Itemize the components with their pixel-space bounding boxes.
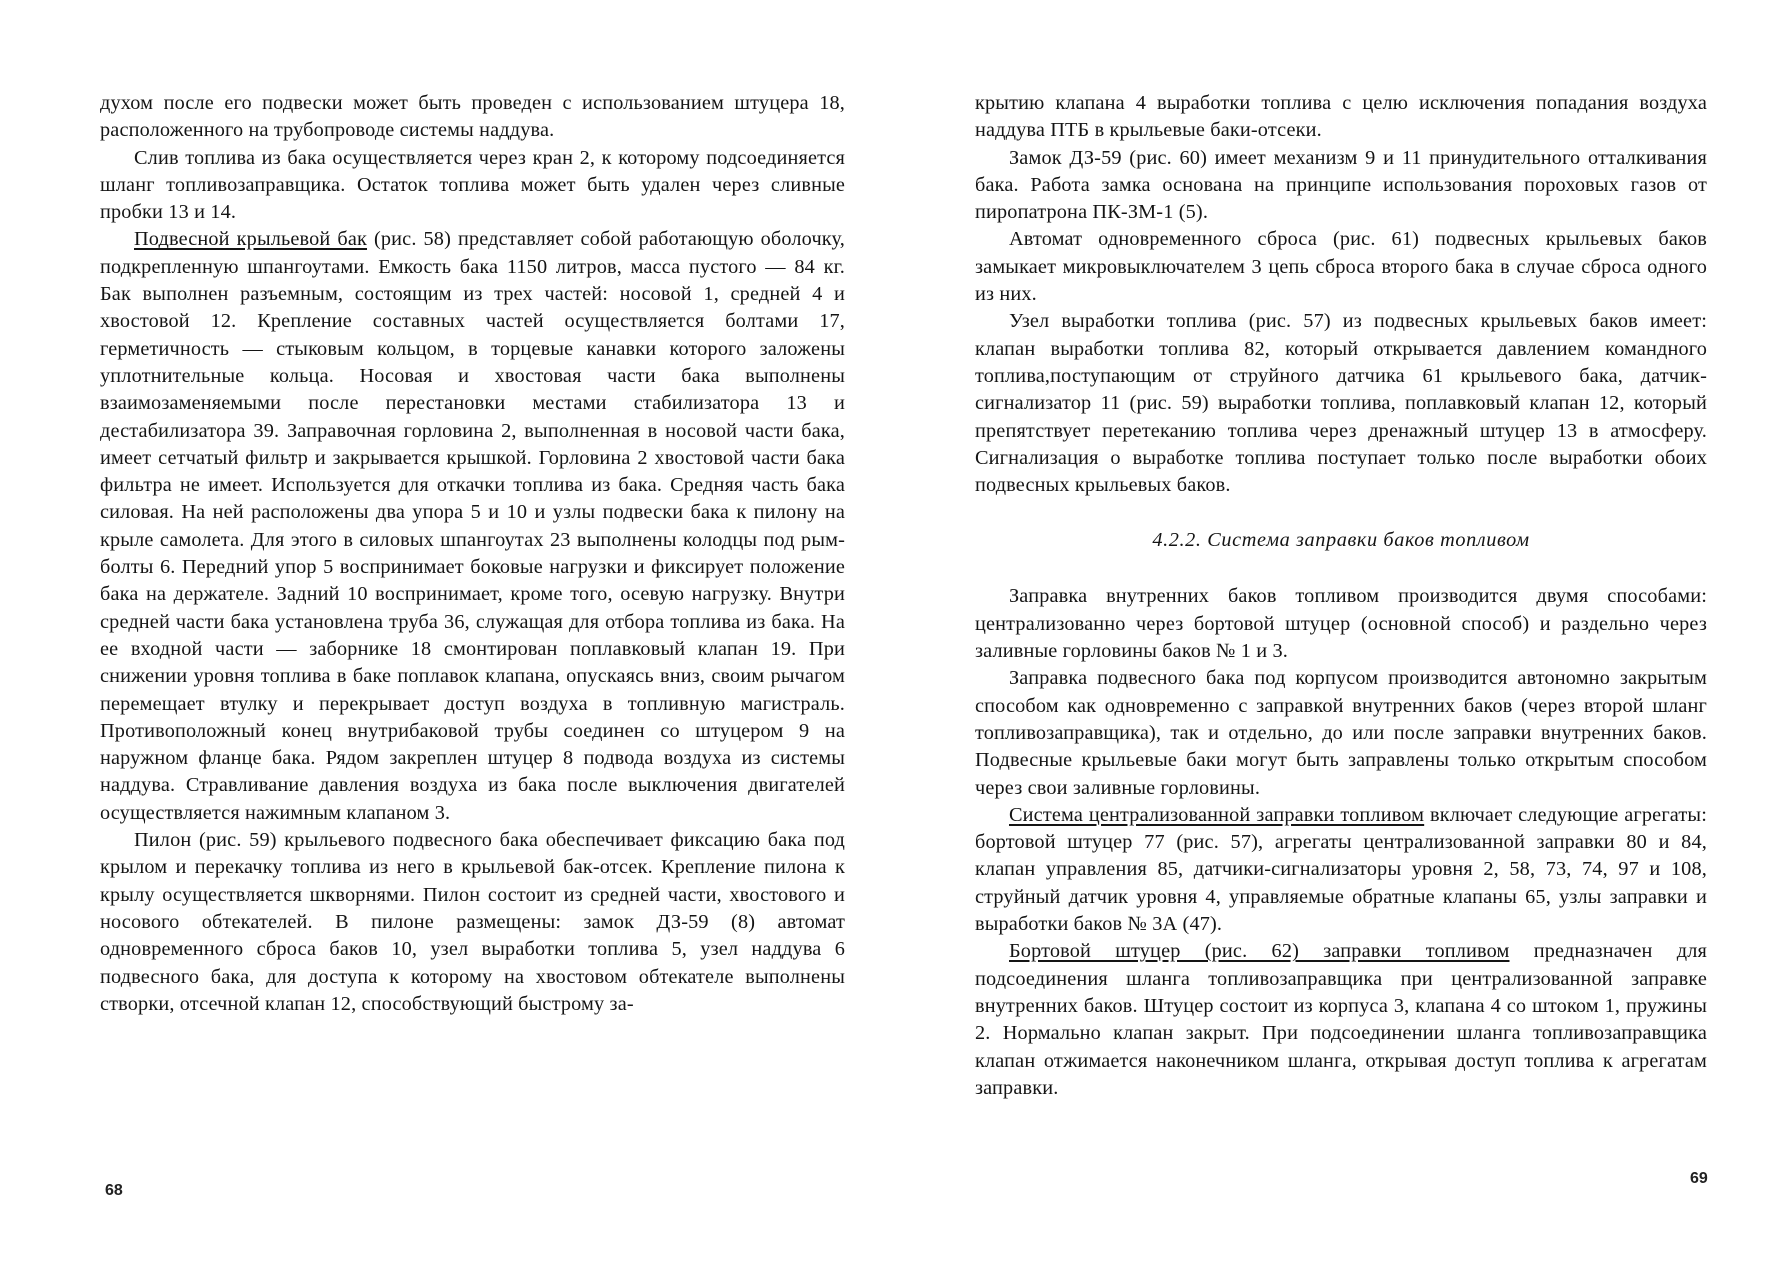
underlined-term: Подвесной крыльевой бак <box>134 228 368 251</box>
paragraph-text: включает следующие агрегаты: бортовой штуцер 77 (рис. 57), агрегаты централизованной заправки 80 и 84, клапан управления 85, датчики-сигнализаторы уровня 2, 58, 73, 74, 97 и 108, струйный датчик уровня 4, управляемые обратные клапаны 65, узлы заправки и выработки баков № 3А (47). <box>975 803 1707 936</box>
paragraph: Автомат одновременного сброса (рис. 61) подвесных крыльевых баков замыкает микровыключателем 3 цепь сброса второго бака в случае сброса одного из них. <box>975 228 1707 306</box>
paragraph-text: предназначен для подсоединения шланга топливозаправщика при централизованной заправке внутренних баков. Штуцер состоит из корпуса 3, клапана 4 со штоком 1, пружины 2. Нормально клапан закрыт. При подсоединении шланга топливозаправщика клапан отжимается наконечником шланга, открывая доступ топлива к агрегатам заправки. <box>975 940 1707 1099</box>
paragraph: Узел выработки топлива (рис. 57) из подвесных крыльевых баков имеет: клапан выработки топлива 82, который открывается давлением командного топлива,поступающим от струйного датчика 61 крыльевого бака, датчик-сигнализатор 11 (рис. 59) выработки топлива, поплавковый клапан 12, который препятствует перетеканию топлива через дренажный штуцер 13 в атмосферу. Сигнализация о выработке топлива поступает только после выработки обоих подвесных крыльевых баков. <box>975 310 1707 497</box>
underlined-term: Бортовой штуцер (рис. 62) заправки топливом <box>1009 940 1510 963</box>
section-heading: 4.2.2. Система заправки баков топливом <box>1152 529 1530 552</box>
left-page <box>100 90 845 1018</box>
paragraph <box>975 938 1707 1102</box>
right-page <box>975 90 1707 1102</box>
page-number-left: 68 <box>105 1182 123 1199</box>
paragraph: Заправка подвесного бака под корпусом производится автономно закрытым способом как одновременно с заправкой внутренних баков (через второй шланг топливозаправщика), так и отдельно, до или после заправки внутренних баков. Подвесные крыльевые баки могут быть заправлены только открытым способом через свои заливные горловины. <box>975 667 1707 799</box>
paragraph: Слив топлива из бака осуществляется через кран 2, к которому подсоединяется шланг топливозаправщика. Остаток топлива может быть удален через сливные пробки 13 и 14. <box>100 146 845 224</box>
paragraph: Замок ДЗ-59 (рис. 60) имеет механизм 9 и 11 принудительного отталкивания бака. Работа замка основана на принципе использования пороховых газов от пиропатрона ПК-ЗМ-1 (5). <box>975 146 1707 224</box>
paragraph: крытию клапана 4 выработки топлива с целю исключения попадания воздуха наддува ПТБ в крыльевые баки-отсеки. <box>975 92 1707 142</box>
underlined-term: Система централизованной заправки топливом <box>1009 803 1425 826</box>
paragraph <box>100 226 845 827</box>
paragraph: Пилон (рис. 59) крыльевого подвесного бака обеспечивает фиксацию бака под крылом и перекачку топлива из него в крыльевой бак-отсек. Крепление пилона к крылу осуществляется шкворнями. Пилон состоит из средней части, хвостового и носового обтекателей. В пилоне размещены: замок ДЗ-59 (8) автомат одновременного сброса баков 10, узел выработки топлива 5, узел наддува 6 подвесного бака, для доступа к которому на хвостовом обтекателе выполнены створки, отсечной клапан 12, способствующий быстрому за- <box>100 829 845 1015</box>
paragraph: Заправка внутренних баков топливом производится двумя способами: централизованно через бортовой штуцер (основной способ) и раздельно через заливные горловины баков № 1 и 3. <box>975 585 1707 663</box>
paragraph: духом после его подвески может быть проведен с использованием штуцера 18, расположенного на трубопроводе системы наддува. <box>100 92 845 142</box>
page-number-right: 69 <box>1690 1170 1708 1187</box>
paragraph-text: (рис. 58) представляет собой работающую оболочку, подкрепленную шпангоутами. Емкость бака 1150 литров, масса пустого — 84 кг. Бак выполнен разъемным, состоящим из трех частей: носовой 1, средней 4 и хвостовой 12. Крепление составных частей осуществляется болтами 17, герметичность — стыковым кольцом, в торцевые канавки которого заложены уплотнительные кольца. Носовая и хвостовая части бака выполнены взаимозаменяемыми после перестановки местами стабилизатора 13 и дестабилизатора 39. Заправочная горловина 2, выполненная в носовой части бака, имеет сетчатый фильтр и закрывается крышкой. Горловина 2 хвостовой части бака фильтра не имеет. Используется для откачки топлива из бака. Средняя часть бака силовая. На ней расположены два упора 5 и 10 и узлы подвески бака к пилону на крыле самолета. Для этого в силовых шпангоутах 23 выполнены колодцы под рым-болты 6. Передний упор 5 воспринимает боковые нагрузки и фиксирует положение бака на держателе. Задний 10 воспринимает, кроме того, осевую нагрузку. Внутри средней части бака установлена труба 36, служащая для отбора топлива из бака. На ее входной части — заборнике 18 смонтирован поплавковый клапан 19. При снижении уровня топлива в баке поплавок клапана, опускаясь вниз, своим рычагом перемещает втулку и перекрывает доступ воздуха в топливную магистраль. Противоположный конец внутрибаковой трубы соединен со штуцером 9 на наружном фланце бака. Рядом закреплен штуцер 8 подвода воздуха из системы наддува. Стравливание давления воздуха из бака после выключения двигателей осуществляется нажимным клапаном 3. <box>100 228 845 824</box>
paragraph <box>975 802 1707 938</box>
